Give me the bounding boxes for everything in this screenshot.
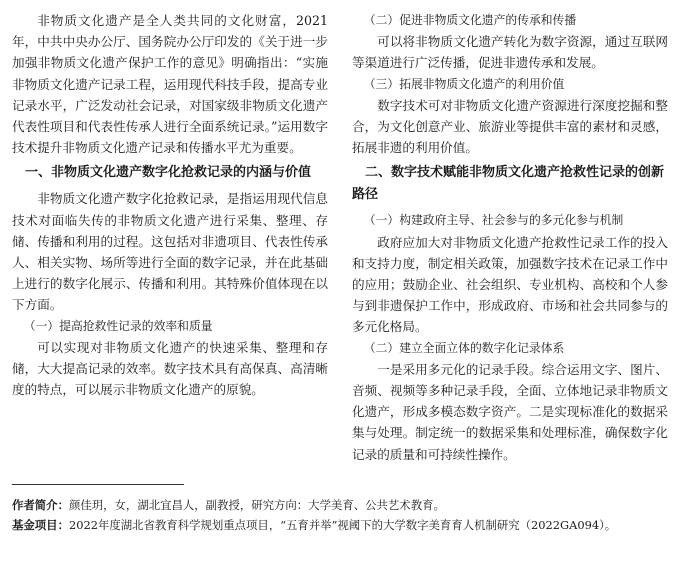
fund-label: 基金项目： — [12, 518, 69, 532]
footnote — [12, 495, 674, 535]
right-column — [352, 10, 668, 465]
fund-text: 2022年度湖北省教育科学规划重点项目，“五育并举”视阈下的大学数字美育育人机制研究（2022GA094）。 — [68, 518, 617, 532]
subheading-system: （二）建立全面立体的数字化记录体系 — [363, 340, 565, 355]
definition-paragraph: 非物质文化遗产数字化抢救记录，是指运用现代信息技术对面临失传的非物质文化遗产进行采集、整理、存储、传播和利用的过程。这包括对非遗项目、代表性传承人、相关实物、场所等进行全面的数字记录，并在此基础上进行的数字化展示、传播和利用。其特殊价值体现在以下方面。 — [12, 191, 328, 313]
mechanism-paragraph: 政府应加大对非物质文化遗产抢救性记录工作的投入和支持力度，制定相关政策，加强数字技术在记录工作中的应用；鼓励企业、社会组织、专业机构、高校和个人参与到非遗保护工作中，形成政府、市场和社会共同参与的多元化格局。 — [352, 234, 668, 335]
author-note — [12, 495, 674, 515]
subheading-utilization: （三）拓展非物质文化遗产的利用价值 — [363, 76, 565, 91]
transmission-paragraph: 可以将非物质文化遗产转化为数字资源，通过互联网等渠道进行广泛传播，促进非遗传承和发展。 — [352, 34, 668, 71]
efficiency-paragraph: 可以实现对非物质文化遗产的快速采集、整理和存储，大大提高记录的效率。数字技术具有高保真、高清晰度的特点，可以展示非物质文化遗产的原貌。 — [12, 339, 328, 398]
subheading-transmission: （二）促进非物质文化遗产的传承和传播 — [363, 13, 577, 27]
author-text: 颜佳玥，女，湖北宜昌人，副教授，研究方向：大学美育、公共艺术教育。 — [68, 498, 445, 512]
system-paragraph: 一是采用多元化的记录手段。综合运用文字、图片、音频、视频等多种记录手段，全面、立体地记录非物质文化遗产，形成多模态数字资产。二是实现标准化的数据采集与处理。制定统一的数据采集和处理标准，确保数字化记录的质量和可持续性操作。 — [352, 361, 668, 462]
left-column — [12, 10, 328, 400]
subheading-mechanism: （一）构建政府主导、社会参与的多元化参与机制 — [363, 213, 624, 228]
footnote-divider — [12, 484, 184, 485]
section-heading-1: 一、非物质文化遗产数字化抢救记录的内涵与价值 — [25, 165, 312, 181]
section-heading-2: 二、数字技术赋能非物质文化遗产抢救性记录的创新路径 — [352, 165, 665, 203]
author-label: 作者简介： — [12, 498, 69, 512]
fund-note — [12, 515, 674, 535]
subheading-efficiency: （一）提高抢救性记录的效率和质量 — [23, 318, 213, 333]
intro-paragraph: 非物质文化遗产是全人类共同的文化财富，2021年，中共中央办公厅、国务院办公厅印发的《关于进一步加强非物质文化遗产保护工作的意见》明确指出：“实施非物质文化遗产记录工程，运用现代科技手段，提高专业记录水平，广泛发动社会记录，对国家级非物质文化遗产代表性项目和代表性传承人进行全面系统记录。”运用数字技术提升非物质文化遗产记录和传播水平尤为重要。 — [12, 13, 328, 156]
utilization-paragraph: 数字技术可对非物质文化遗产资源进行深度挖掘和整合，为文化创意产业、旅游业等提供丰富的素材和灵感，拓展非遗的利用价值。 — [352, 97, 668, 156]
